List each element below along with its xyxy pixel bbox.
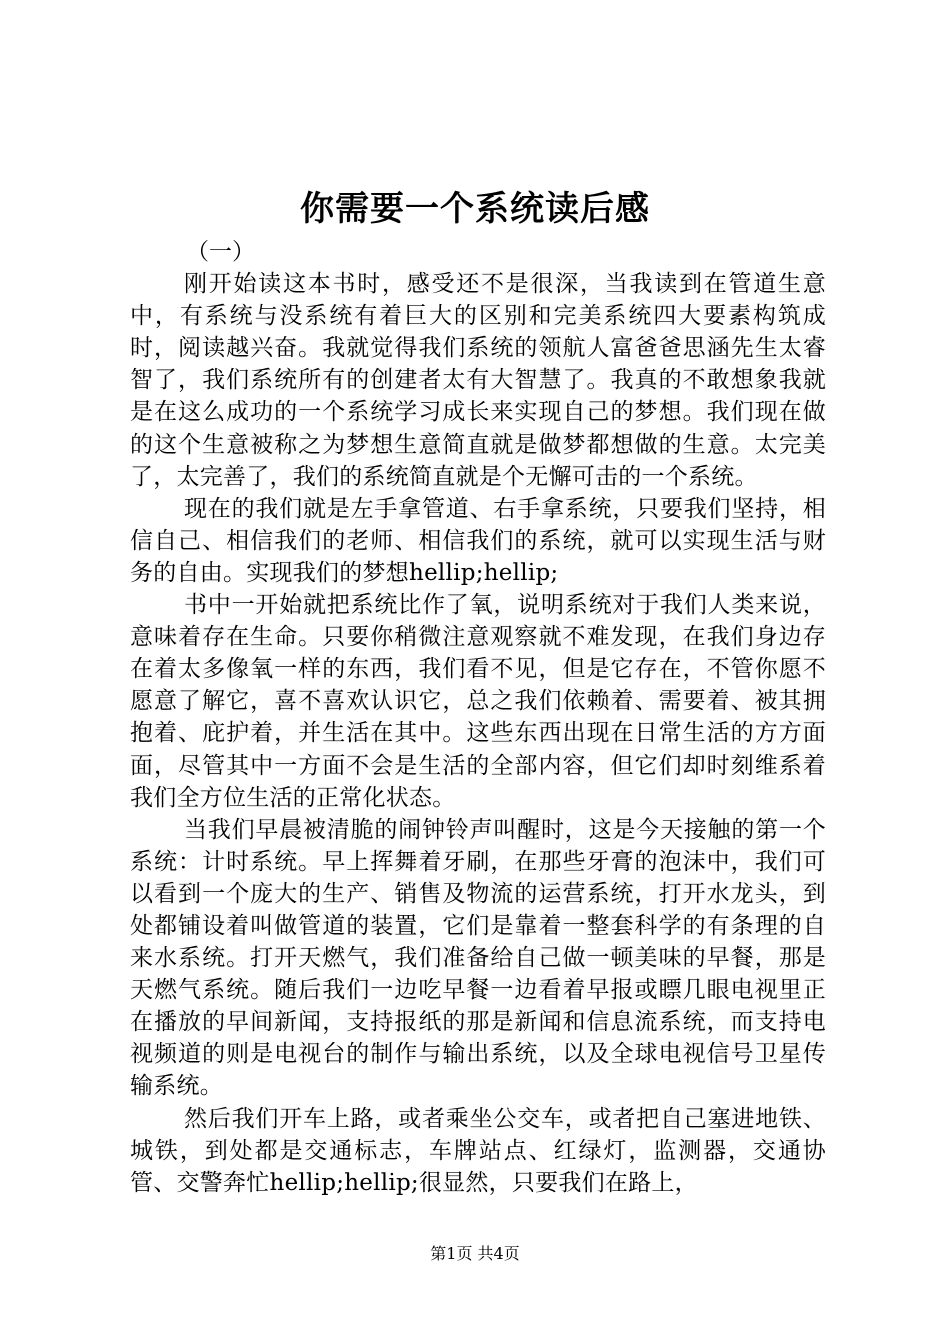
paragraph-3: 书中一开始就把系统比作了氧，说明系统对于我们人类来说，意味着存在生命。只要你稍微注意观察就不难发现，在我们身边存在着太多像氧一样的东西，我们看不见，但是它存在，不管你愿不愿意了解它，喜不喜欢认识它，总之我们依赖着、需要着、被其拥抱着、庇护着，并生活在其中。这些东西出现在日常生活的方方面面，尽管其中一方面不会是生活的全部内容，但它们却时刻维系着我们全方位生活的正常化状态。 bbox=[130, 592, 826, 811]
paragraph-4: 当我们早晨被清脆的闹钟铃声叫醒时，这是今天接触的第一个系统：计时系统。早上挥舞着牙刷，在那些牙膏的泡沫中，我们可以看到一个庞大的生产、销售及物流的运营系统，打开水龙头，到处都铺设着叫做管道的装置，它们是靠着一整套科学的有条理的自来水系统。打开天燃气，我们准备给自己做一顿美味的早餐，那是天燃气系统。随后我们一边吃早餐一边看着早报或瞟几眼电视里正在播放的早间新闻，支持报纸的那是新闻和信息流系统，而支持电视频道的则是电视台的制作与输出系统，以及全球电视信号卫星传输系统。 bbox=[130, 816, 826, 1100]
paragraph-2: 现在的我们就是左手拿管道、右手拿系统，只要我们坚持，相信自己、相信我们的老师、相信我们的系统，就可以实现生活与财务的自由。实现我们的梦想hellip;hellip; bbox=[130, 495, 826, 586]
paragraph-5: 然后我们开车上路，或者乘坐公交车，或者把自己塞进地铁、城铁，到处都是交通标志，车牌站点、红绿灯，监测器，交通协管、交警奔忙hellip;hellip;很显然，只要我们在路上， bbox=[130, 1105, 826, 1196]
document-body bbox=[130, 236, 826, 1199]
paragraph-1: 刚开始读这本书时，感受还不是很深，当我读到在管道生意中，有系统与没系统有着巨大的区别和完美系统四大要素构筑成时，阅读越兴奋。我就觉得我们系统的领航人富爸爸思涵先生太睿智了，我们系统所有的创建者太有大智慧了。我真的不敢想象我就是在这么成功的一个系统学习成长来实现自己的梦想。我们现在做的这个生意被称之为梦想生意简直就是做梦都想做的生意。太完美了，太完善了，我们的系统简直就是个无懈可击的一个系统。 bbox=[130, 271, 826, 490]
document-title: 你需要一个系统读后感 bbox=[300, 189, 650, 229]
section-mark: （一） bbox=[186, 239, 255, 265]
page-footer: 第1页 共4页 bbox=[430, 1244, 520, 1263]
